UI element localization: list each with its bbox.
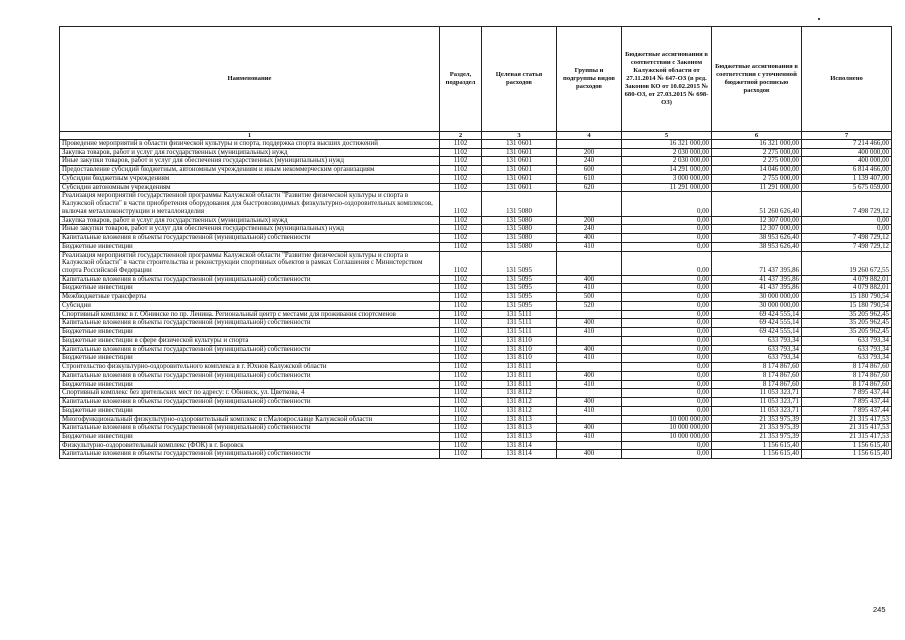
row-expense-group: 200 [557,148,622,157]
row-list-amount: 41 437 395,86 [712,275,802,284]
row-target-article: 131 8111 [482,371,557,380]
row-section: 1102 [440,354,482,363]
row-name: Капитальные вложения в объекты государственной (муниципальной) собственности [60,398,440,407]
row-executed-amount: 21 315 417,53 [802,432,892,441]
row-name: Многофункциональный физкультурно-оздоровительный комплекс в г.Малоярославце Калужской области [60,415,440,424]
row-assigned-amount: 0,00 [622,293,712,302]
row-section: 1102 [440,148,482,157]
page-number: 245 [873,605,886,614]
col-header-section: Раздел, подраздел [440,27,482,132]
row-target-article: 131 8114 [482,450,557,459]
row-target-article: 131 8113 [482,432,557,441]
row-executed-amount: 7 895 437,44 [802,398,892,407]
row-name: Капитальные вложения в объекты государственной (муниципальной) собственности [60,450,440,459]
row-executed-amount: 400 000,00 [802,157,892,166]
row-name: Проведение мероприятий в области физической культуры и спорта, поддержка спорта высших достижений [60,140,440,149]
row-expense-group: 200 [557,216,622,225]
row-executed-amount: 4 079 882,01 [802,284,892,293]
row-list-amount: 51 260 626,40 [712,192,802,216]
table-row [60,293,892,302]
row-expense-group: 400 [557,319,622,328]
row-executed-amount: 1 156 615,40 [802,441,892,450]
row-executed-amount: 35 205 962,45 [802,328,892,337]
row-section: 1102 [440,363,482,372]
row-section: 1102 [440,174,482,183]
row-target-article: 131 8112 [482,398,557,407]
row-target-article: 131 0601 [482,166,557,175]
col-number: 2 [440,132,482,140]
table-row [60,336,892,345]
row-list-amount: 2 275 000,00 [712,157,802,166]
row-expense-group: 600 [557,166,622,175]
row-expense-group [557,251,622,275]
row-expense-group: 400 [557,275,622,284]
row-name: Бюджетные инвестиции [60,328,440,337]
row-expense-group: 400 [557,450,622,459]
row-list-amount: 633 793,34 [712,336,802,345]
table-row [60,319,892,328]
row-assigned-amount: 0,00 [622,225,712,234]
table-header-row [60,27,892,132]
row-list-amount: 11 053 323,71 [712,389,802,398]
row-name: Спортивный комплекс в г. Обнинске по пр. Ленина. Региональный центр с местами для проживания спортсменов [60,310,440,319]
row-section: 1102 [440,345,482,354]
row-expense-group [557,389,622,398]
row-assigned-amount: 0,00 [622,441,712,450]
row-target-article: 131 8111 [482,380,557,389]
row-list-amount: 12 307 000,00 [712,225,802,234]
row-executed-amount: 15 180 790,54 [802,301,892,310]
table-row [60,328,892,337]
row-list-amount: 11 291 000,00 [712,183,802,192]
table-body [60,140,892,459]
col-header-groups: Группы и подгруппы видов расходов [557,27,622,132]
budget-execution-table [59,26,892,459]
row-section: 1102 [440,192,482,216]
row-name: Спортивный комплекс без зрительских мест по адресу: г. Обнинск, ул. Цветкова, 4 [60,389,440,398]
table-row [60,216,892,225]
row-target-article: 131 5080 [482,242,557,251]
row-executed-amount: 633 793,34 [802,354,892,363]
row-section: 1102 [440,389,482,398]
row-list-amount: 2 755 000,00 [712,174,802,183]
row-name: Межбюджетные трансферты [60,293,440,302]
row-assigned-amount: 0,00 [622,389,712,398]
row-target-article: 131 8113 [482,424,557,433]
row-target-article: 131 0601 [482,183,557,192]
row-name: Закупка товаров, работ и услуг для государственных (муниципальных) нужд [60,148,440,157]
row-list-amount: 12 307 000,00 [712,216,802,225]
row-assigned-amount: 0,00 [622,354,712,363]
row-list-amount: 21 353 975,39 [712,415,802,424]
row-assigned-amount: 2 030 000,00 [622,148,712,157]
row-target-article: 131 5095 [482,293,557,302]
row-section: 1102 [440,234,482,243]
table-row [60,380,892,389]
row-name: Бюджетные инвестиции [60,380,440,389]
row-section: 1102 [440,336,482,345]
row-assigned-amount: 0,00 [622,234,712,243]
col-number: 3 [482,132,557,140]
row-target-article: 131 5111 [482,310,557,319]
row-expense-group: 500 [557,293,622,302]
row-name: Субсидии автономным учреждениям [60,183,440,192]
row-executed-amount: 7 895 437,44 [802,389,892,398]
row-name: Строительство физкультурно-оздоровительного комплекса в г. Юхнов Калужской области [60,363,440,372]
row-target-article: 131 8110 [482,345,557,354]
row-target-article: 131 8113 [482,415,557,424]
col-header-list: Бюджетные ассигнования в соответствии с уточненной бюджетной росписью расходов [712,27,802,132]
row-assigned-amount: 0,00 [622,345,712,354]
table-row [60,284,892,293]
row-section: 1102 [440,225,482,234]
row-target-article: 131 0601 [482,174,557,183]
row-assigned-amount: 0,00 [622,319,712,328]
row-name: Капитальные вложения в объекты государственной (муниципальной) собственности [60,371,440,380]
row-section: 1102 [440,415,482,424]
row-list-amount: 38 953 626,40 [712,242,802,251]
row-executed-amount: 7 214 466,00 [802,140,892,149]
row-target-article: 131 8112 [482,406,557,415]
row-section: 1102 [440,450,482,459]
row-expense-group [557,441,622,450]
row-target-article: 131 8110 [482,354,557,363]
row-section: 1102 [440,398,482,407]
row-name: Субсидии бюджетным учреждениям [60,174,440,183]
row-list-amount: 11 053 323,71 [712,406,802,415]
table-row [60,166,892,175]
row-target-article: 131 8112 [482,389,557,398]
row-name: Физкультурно-оздоровительный комплекс (ФОК) в г. Боровск [60,441,440,450]
row-list-amount: 633 793,34 [712,354,802,363]
table-row [60,225,892,234]
row-assigned-amount: 10 000 000,00 [622,432,712,441]
row-section: 1102 [440,328,482,337]
row-expense-group [557,336,622,345]
table-row [60,424,892,433]
table-row [60,251,892,275]
row-target-article: 131 8114 [482,441,557,450]
row-list-amount: 41 437 395,86 [712,284,802,293]
row-assigned-amount: 0,00 [622,301,712,310]
col-header-executed: Исполнено [802,27,892,132]
row-executed-amount: 5 675 059,00 [802,183,892,192]
row-name: Капитальные вложения в объекты государственной (муниципальной) собственности [60,319,440,328]
table-row [60,140,892,149]
row-expense-group: 240 [557,157,622,166]
row-target-article: 131 8111 [482,363,557,372]
row-expense-group [557,363,622,372]
row-executed-amount: 633 793,34 [802,336,892,345]
table-row [60,242,892,251]
row-assigned-amount: 11 291 000,00 [622,183,712,192]
table-row [60,310,892,319]
column-number-row [60,132,892,140]
row-executed-amount: 15 180 790,54 [802,293,892,302]
table-row [60,192,892,216]
row-assigned-amount: 0,00 [622,371,712,380]
col-header-target: Целевая статья расходов [482,27,557,132]
row-section: 1102 [440,166,482,175]
row-assigned-amount: 10 000 000,00 [622,424,712,433]
row-section: 1102 [440,310,482,319]
table-row [60,174,892,183]
row-section: 1102 [440,432,482,441]
row-name: Бюджетные инвестиции [60,354,440,363]
row-target-article: 131 0601 [482,140,557,149]
row-section: 1102 [440,293,482,302]
table-row [60,275,892,284]
col-number: 5 [622,132,712,140]
row-name: Бюджетные инвестиции [60,284,440,293]
row-assigned-amount: 0,00 [622,398,712,407]
row-list-amount: 38 953 626,40 [712,234,802,243]
col-number: 1 [60,132,440,140]
row-target-article: 131 5095 [482,301,557,310]
row-name: Капитальные вложения в объекты государственной (муниципальной) собственности [60,275,440,284]
table-row [60,157,892,166]
table-row [60,148,892,157]
row-assigned-amount: 14 291 000,00 [622,166,712,175]
table-row [60,389,892,398]
row-assigned-amount: 0,00 [622,242,712,251]
row-target-article: 131 5095 [482,284,557,293]
row-expense-group: 400 [557,345,622,354]
row-list-amount: 2 275 000,00 [712,148,802,157]
row-list-amount: 69 424 555,14 [712,319,802,328]
row-list-amount: 8 174 867,60 [712,363,802,372]
row-target-article: 131 5080 [482,192,557,216]
row-name: Бюджетные инвестиции [60,242,440,251]
row-target-article: 131 5080 [482,216,557,225]
table-row [60,398,892,407]
row-assigned-amount: 16 321 000,00 [622,140,712,149]
row-executed-amount: 0,00 [802,216,892,225]
row-assigned-amount: 0,00 [622,310,712,319]
table-row [60,345,892,354]
row-target-article: 131 0601 [482,148,557,157]
row-assigned-amount: 0,00 [622,336,712,345]
row-assigned-amount: 0,00 [622,284,712,293]
row-executed-amount: 1 156 615,40 [802,450,892,459]
row-expense-group: 620 [557,183,622,192]
row-name: Реализация мероприятий государственной программы Калужской области "Развитие физической культуры и спорта в Калужской области" в части строительства и реконструкции спортивных объектов в рамках Соглашения с Министерством спорта Российской Федерации [60,251,440,275]
row-expense-group: 410 [557,328,622,337]
row-section: 1102 [440,242,482,251]
row-name: Капитальные вложения в объекты государственной (муниципальной) собственности [60,424,440,433]
table-row [60,450,892,459]
table-row [60,415,892,424]
row-name: Реализация мероприятий государственной программы Калужской области "Развитие физической культуры и спорта в Калужской области" в части приобретения оборудования для быстровозводимых физкультурно-оздоровительных комплексов, включая металлоконструкции и металлоизделия [60,192,440,216]
row-section: 1102 [440,183,482,192]
row-assigned-amount: 0,00 [622,251,712,275]
row-expense-group: 400 [557,424,622,433]
row-name: Закупка товаров, работ и услуг для государственных (муниципальных) нужд [60,216,440,225]
row-expense-group: 520 [557,301,622,310]
row-assigned-amount: 0,00 [622,192,712,216]
row-executed-amount: 8 174 867,60 [802,363,892,372]
row-executed-amount: 7 498 729,12 [802,234,892,243]
row-executed-amount: 8 174 867,60 [802,380,892,389]
row-executed-amount: 7 498 729,12 [802,242,892,251]
row-executed-amount: 633 793,34 [802,345,892,354]
row-executed-amount: 400 000,00 [802,148,892,157]
row-assigned-amount: 0,00 [622,363,712,372]
row-name: Капитальные вложения в объекты государственной (муниципальной) собственности [60,345,440,354]
row-section: 1102 [440,275,482,284]
row-executed-amount: 7 498 729,12 [802,192,892,216]
row-target-article: 131 8110 [482,336,557,345]
row-name: Бюджетные инвестиции [60,406,440,415]
row-name: Бюджетные инвестиции в сфере физической культуры и спорта [60,336,440,345]
row-list-amount: 69 424 555,14 [712,328,802,337]
row-section: 1102 [440,380,482,389]
row-name: Субсидии [60,301,440,310]
row-expense-group: 410 [557,406,622,415]
row-executed-amount: 7 895 437,44 [802,406,892,415]
row-assigned-amount: 0,00 [622,406,712,415]
table-row [60,234,892,243]
row-expense-group: 410 [557,284,622,293]
row-executed-amount: 4 079 882,01 [802,275,892,284]
row-list-amount: 1 156 615,40 [712,441,802,450]
row-expense-group: 610 [557,174,622,183]
row-assigned-amount: 0,00 [622,380,712,389]
row-expense-group [557,310,622,319]
row-expense-group: 240 [557,225,622,234]
row-section: 1102 [440,140,482,149]
row-list-amount: 8 174 867,60 [712,380,802,389]
row-expense-group: 400 [557,234,622,243]
row-assigned-amount: 0,00 [622,275,712,284]
row-list-amount: 30 000 000,00 [712,301,802,310]
row-executed-amount: 0,00 [802,225,892,234]
row-list-amount: 69 424 555,14 [712,310,802,319]
row-expense-group: 410 [557,380,622,389]
row-list-amount: 8 174 867,60 [712,371,802,380]
row-target-article: 131 0601 [482,157,557,166]
row-target-article: 131 5095 [482,275,557,284]
row-section: 1102 [440,301,482,310]
table-row [60,301,892,310]
row-name: Предоставление субсидий бюджетным, автономным учреждениям и иным некоммерческим организациям [60,166,440,175]
row-list-amount: 21 353 975,39 [712,432,802,441]
row-expense-group: 410 [557,242,622,251]
row-expense-group: 410 [557,354,622,363]
row-target-article: 131 5080 [482,225,557,234]
row-executed-amount: 6 814 466,00 [802,166,892,175]
row-expense-group: 410 [557,432,622,441]
table-row [60,183,892,192]
table-row [60,406,892,415]
row-executed-amount: 35 205 962,45 [802,310,892,319]
row-expense-group: 400 [557,371,622,380]
row-target-article: 131 5095 [482,251,557,275]
row-section: 1102 [440,441,482,450]
row-executed-amount: 21 315 417,53 [802,424,892,433]
row-executed-amount: 19 260 672,55 [802,251,892,275]
row-executed-amount: 8 174 867,60 [802,371,892,380]
row-expense-group [557,192,622,216]
row-assigned-amount: 3 000 000,00 [622,174,712,183]
row-expense-group: 400 [557,398,622,407]
table-row [60,354,892,363]
row-list-amount: 1 156 615,40 [712,450,802,459]
col-header-assignments: Бюджетные ассигнования в соответствии с Законом Калужской области от 27.11.2014 № 647-ОЗ (в ред. Законов КО от 10.02.2015 № 680-ОЗ, от 27.03.2015 № 698-ОЗ) [622,27,712,132]
row-section: 1102 [440,319,482,328]
row-list-amount: 11 053 323,71 [712,398,802,407]
row-name: Иные закупки товаров, работ и услуг для обеспечения государственных (муниципальных) нужд [60,157,440,166]
row-assigned-amount: 10 000 000,00 [622,415,712,424]
row-executed-amount: 1 139 407,00 [802,174,892,183]
row-executed-amount: 35 205 962,45 [802,319,892,328]
row-section: 1102 [440,216,482,225]
col-number: 6 [712,132,802,140]
row-list-amount: 16 321 000,00 [712,140,802,149]
col-number: 7 [802,132,892,140]
row-name: Иные закупки товаров, работ и услуг для обеспечения государственных (муниципальных) нужд [60,225,440,234]
table-row [60,432,892,441]
row-expense-group [557,415,622,424]
row-section: 1102 [440,157,482,166]
row-target-article: 131 5111 [482,328,557,337]
row-section: 1102 [440,424,482,433]
row-expense-group [557,140,622,149]
row-list-amount: 21 353 975,39 [712,424,802,433]
col-header-name: Наименование [60,27,440,132]
row-assigned-amount: 0,00 [622,328,712,337]
row-section: 1102 [440,406,482,415]
row-name: Капитальные вложения в объекты государственной (муниципальной) собственности [60,234,440,243]
row-assigned-amount: 0,00 [622,216,712,225]
col-number: 4 [557,132,622,140]
row-section: 1102 [440,284,482,293]
scan-speck [818,18,820,20]
row-section: 1102 [440,251,482,275]
row-target-article: 131 5080 [482,234,557,243]
row-target-article: 131 5111 [482,319,557,328]
row-list-amount: 14 046 000,00 [712,166,802,175]
row-list-amount: 633 793,34 [712,345,802,354]
table-row [60,371,892,380]
table-row [60,363,892,372]
row-executed-amount: 21 315 417,53 [802,415,892,424]
table-row [60,441,892,450]
row-list-amount: 30 000 000,00 [712,293,802,302]
row-section: 1102 [440,371,482,380]
row-list-amount: 71 437 395,86 [712,251,802,275]
row-assigned-amount: 0,00 [622,450,712,459]
row-assigned-amount: 2 030 000,00 [622,157,712,166]
row-name: Бюджетные инвестиции [60,432,440,441]
